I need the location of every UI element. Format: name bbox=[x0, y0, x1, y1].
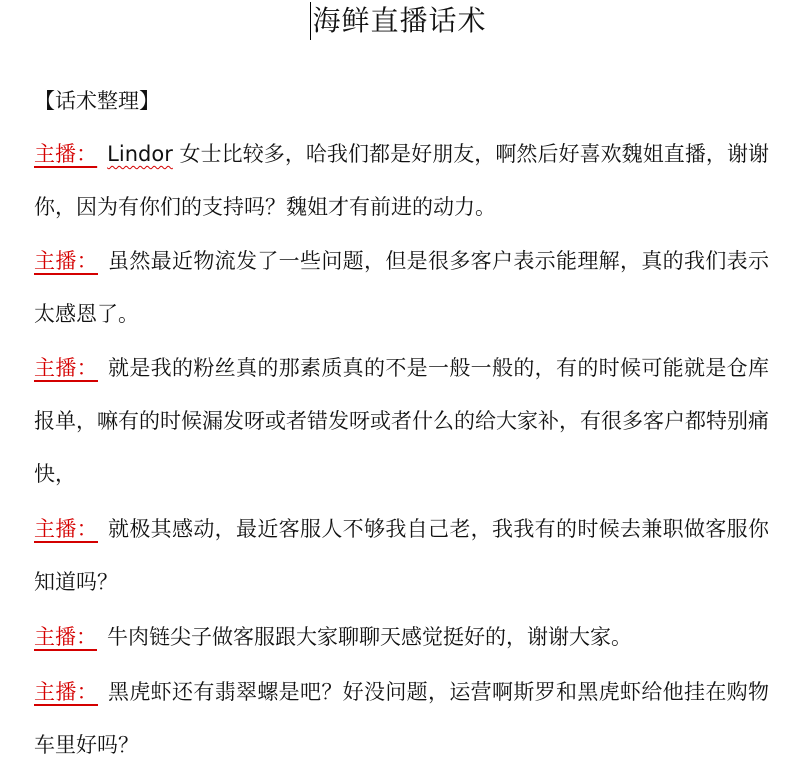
speaker-label: 主播： bbox=[34, 517, 98, 541]
spellcheck-word: Lindor bbox=[107, 142, 173, 166]
document-title[interactable]: 海鲜直播话术 bbox=[310, 2, 486, 40]
speaker-label: 主播： bbox=[34, 142, 98, 166]
paragraph-5 bbox=[34, 611, 769, 664]
paragraph-4 bbox=[34, 503, 769, 609]
speaker-label: 主播： bbox=[34, 625, 97, 649]
paragraph-6 bbox=[34, 666, 769, 772]
paragraph-text: 黑虎虾还有翡翠螺是吧？好没问题，运营啊斯罗和黑虎虾给他挂在购物车里好吗？ bbox=[34, 680, 769, 757]
paragraph-text: 女士比较多，哈我们都是好朋友，啊然后好喜欢魏姐直播，谢谢你，因为有你们的支持吗？魏姐才有前进的动力。 bbox=[34, 142, 769, 219]
paragraph-2 bbox=[34, 235, 769, 341]
speaker-label: 主播： bbox=[34, 356, 98, 380]
speaker-label: 主播： bbox=[34, 249, 98, 273]
title-area bbox=[0, 2, 797, 40]
section-heading: 【话术整理】 bbox=[34, 89, 160, 113]
paragraph-text: 就极其感动，最近客服人不够我自己老，我我有的时候去兼职做客服你知道吗？ bbox=[34, 517, 769, 594]
paragraph-3 bbox=[34, 342, 769, 501]
speaker-label: 主播： bbox=[34, 680, 98, 704]
paragraph-text: 就是我的粉丝真的那素质真的不是一般一般的，有的时候可能就是仓库报单，嘛有的时候漏发呀或者错发呀或者什么的给大家补，有很多客户都特别痛快， bbox=[34, 356, 769, 486]
paragraph-text: 牛肉链尖子做客服跟大家聊聊天感觉挺好的，谢谢大家。 bbox=[107, 625, 632, 649]
paragraph-text: 虽然最近物流发了一些问题，但是很多客户表示能理解，真的我们表示太感恩了。 bbox=[34, 249, 769, 326]
paragraph-1 bbox=[34, 128, 769, 234]
